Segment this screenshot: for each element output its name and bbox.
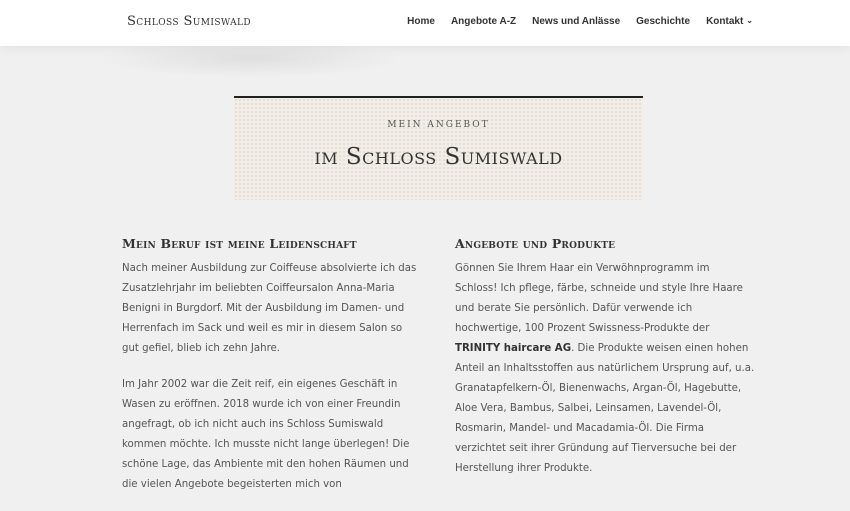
right-column xyxy=(455,236,755,495)
right-paragraph-1-text-a: Gönnen Sie Ihrem Haar ein Verwöhnprogramm im Schloss! Ich pflege, färbe, schneide und style Ihre Haare und berate Sie persönlich. Dafür verwende ich hochwertige, 100 Prozent Swissness-Produkte der xyxy=(455,263,743,334)
right-paragraph-1 xyxy=(455,259,755,479)
nav-angebote[interactable]: Angebote A-Z xyxy=(450,16,517,27)
right-paragraph-1-text-b: . Die Produkte weisen einen hohen Anteil an Inhaltsstoffen aus natürlichem Ursprung auf, u.a. Granatapfelkern-Öl, Bienenwachs, Argan-Öl, Hagebutte, Aloe Vera, Bambus, Salbei, Leinsamen, Lavendel-Öl, Rosmarin, Mandel- und Macadamia-Öl. Die Firma verzichtet seit ihrer Gründung auf Tierversuche bei der Herstellung ihrer Produkte. xyxy=(455,343,755,474)
right-heading: Angebote und Produkte xyxy=(455,236,616,251)
site-header xyxy=(0,0,850,46)
nav-geschichte[interactable]: Geschichte xyxy=(636,16,691,27)
chevron-down-icon: ⌄ xyxy=(746,16,753,25)
nav-kontakt-label: Kontakt xyxy=(706,16,744,27)
hero-banner xyxy=(234,96,643,200)
hero-title: im Schloss Sumiswald xyxy=(314,144,563,170)
site-logo[interactable]: Schloss Sumiswald xyxy=(127,14,252,29)
left-paragraph-2: Im Jahr 2002 war die Zeit reif, ein eigenes Geschäft in Wasen zu eröffnen. 2018 wurde ich von einer Freundin angefragt, ob ich nicht auch ins Schloss Sumiswald kommen möchte. Ich musste nicht lange überlegen! Die schöne Lage, das Ambiente mit den hohen Räumen und die vielen Angebote begeisterten mich von xyxy=(122,379,410,490)
main-nav xyxy=(407,16,753,27)
left-paragraph-1: Nach meiner Ausbildung zur Coiffeuse absolvierte ich das Zusatzlehrjahr im beliebten Coiffeursalon Anna-Maria Benigni in Burgdorf. Mit der Ausbildung im Damen- und Herrenfach im Sack und weil es mir in diesem Salon so gut gefiel, blieb ich zehn Jahre. xyxy=(122,263,417,354)
nav-news[interactable]: News und Anlässe xyxy=(532,16,621,27)
hero-kicker: MEIN ANGEBOT xyxy=(387,120,490,130)
brand-name: TRINITY haircare AG xyxy=(455,343,572,354)
nav-kontakt[interactable] xyxy=(706,16,753,27)
nav-home[interactable]: Home xyxy=(407,16,435,27)
left-heading: Mein Beruf ist meine Leidenschaft xyxy=(122,236,357,251)
left-column xyxy=(122,236,422,511)
